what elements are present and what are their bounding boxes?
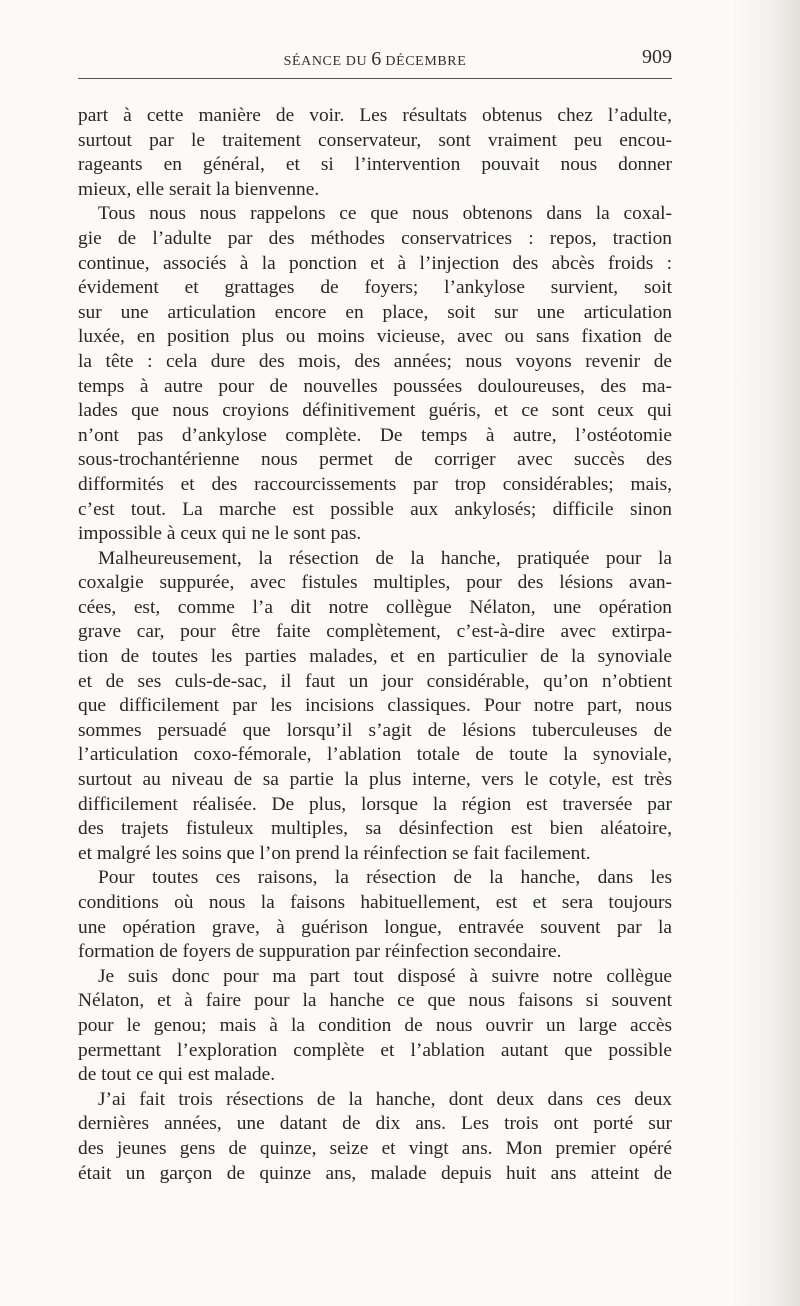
text-line: lades que nous croyions définitivement guéris, et ce sont ceux qui (78, 400, 672, 422)
text-line: sous-trochantérienne nous permet de corriger avec succès des (78, 449, 672, 471)
text-line: évidement et grattages de foyers; l’ankylose survient, soit (78, 277, 672, 299)
text-line: Tous nous nous rappelons ce que nous obtenons dans la coxal- (98, 203, 672, 225)
running-head-prefix: SÉANCE DU (283, 54, 372, 69)
page-header (78, 44, 672, 72)
header-rule (78, 78, 672, 79)
running-head-day: 6 (371, 48, 382, 70)
text-line: rageants en général, et si l’intervention pouvait nous donner (78, 154, 672, 176)
text-line: dernières années, une datant de dix ans. Les trois ont porté sur (78, 1113, 672, 1135)
text-line: que difficilement par les incisions classiques. Pour notre part, nous (78, 695, 672, 717)
text-line: sur une articulation encore en place, soit sur une articulation (78, 301, 672, 323)
text-line: surtout au niveau de sa partie la plus interne, vers le cotyle, est très (78, 769, 672, 791)
text-line: des trajets fistuleux multiples, sa désinfection est bien aléatoire, (78, 818, 672, 840)
page-number: 909 (642, 46, 672, 68)
text-line: et malgré les soins que l’on prend la réinfection se fait facilement. (78, 842, 591, 864)
text-line: de tout ce qui est malade. (78, 1064, 276, 1086)
text-line: et de ses culs-de-sac, il faut un jour considérable, qu’on n’obtient (78, 670, 672, 692)
text-line: tion de toutes les parties malades, et en particulier de la synoviale (78, 646, 672, 668)
text-line: surtout par le traitement conservateur, sont vraiment peu encou- (78, 129, 672, 151)
text-line: luxée, en position plus ou moins vicieuse, avec ou sans fixation de (78, 326, 672, 348)
text-line: cées, est, comme l’a dit notre collègue Nélaton, une opération (78, 596, 672, 618)
text-line: difformités et des raccourcissements par trop considérables; mais, (78, 473, 672, 495)
text-line: Je suis donc pour ma part tout disposé à suivre notre collègue (98, 965, 672, 987)
text-line: l’articulation coxo-fémorale, l’ablation totale de toute la synoviale, (78, 744, 672, 766)
running-head-suffix: DÉCEMBRE (381, 54, 467, 69)
text-line: la tête : cela dure des mois, des années; nous voyons revenir de (78, 350, 672, 372)
text-line: sommes persuadé que lorsqu’il s’agit de lésions tuberculeuses de (78, 719, 672, 741)
text-line: des jeunes gens de quinze, seize et vingt ans. Mon premier opéré (78, 1137, 672, 1159)
text-line: coxalgie suppurée, avec fistules multiples, pour des lésions avan- (78, 572, 672, 594)
body-text (78, 104, 672, 1186)
text-line: une opération grave, à guérison longue, entravée souvent par la (78, 916, 672, 938)
text-line: J’ai fait trois résections de la hanche, dont deux dans ces deux (98, 1088, 672, 1110)
running-head (78, 48, 672, 71)
text-line: gie de l’adulte par des méthodes conservatrices : repos, traction (78, 227, 672, 249)
text-line: temps à autre pour de nouvelles poussées douloureuses, des ma- (78, 375, 672, 397)
text-line: mieux, elle serait la bienvenne. (78, 178, 320, 200)
text-line: Pour toutes ces raisons, la résection de la hanche, dans les (98, 867, 672, 889)
text-line: c’est tout. La marche est possible aux ankylosés; difficile sinon (78, 498, 672, 520)
text-line: part à cette manière de voir. Les résultats obtenus chez l’adulte, (78, 105, 672, 126)
text-line: formation de foyers de suppuration par réinfection secondaire. (78, 941, 562, 963)
text-line: continue, associés à la ponction et à l’injection des abcès froids : (78, 252, 672, 274)
text-line: Malheureusement, la résection de la hanche, pratiquée pour la (98, 547, 672, 569)
text-line: était un garçon de quinze ans, malade depuis huit ans atteint de (78, 1162, 672, 1184)
text-line: difficilement réalisée. De plus, lorsque la région est traversée par (78, 793, 672, 815)
text-line: pour le genou; mais à la condition de nous ouvrir un large accès (78, 1014, 672, 1036)
text-line: grave car, pour être faite complètement, c’est-à-dire avec extirpa- (78, 621, 672, 643)
text-line: impossible à ceux qui ne le sont pas. (78, 523, 362, 545)
text-line: Nélaton, et à faire pour la hanche ce que nous faisons si souvent (78, 990, 672, 1012)
text-line: conditions où nous la faisons habituellement, est et sera toujours (78, 892, 672, 913)
text-line: permettant l’exploration complète et l’ablation autant que possible (78, 1039, 672, 1061)
text-line: n’ont pas d’ankylose complète. De temps à autre, l’ostéotomie (78, 424, 672, 446)
